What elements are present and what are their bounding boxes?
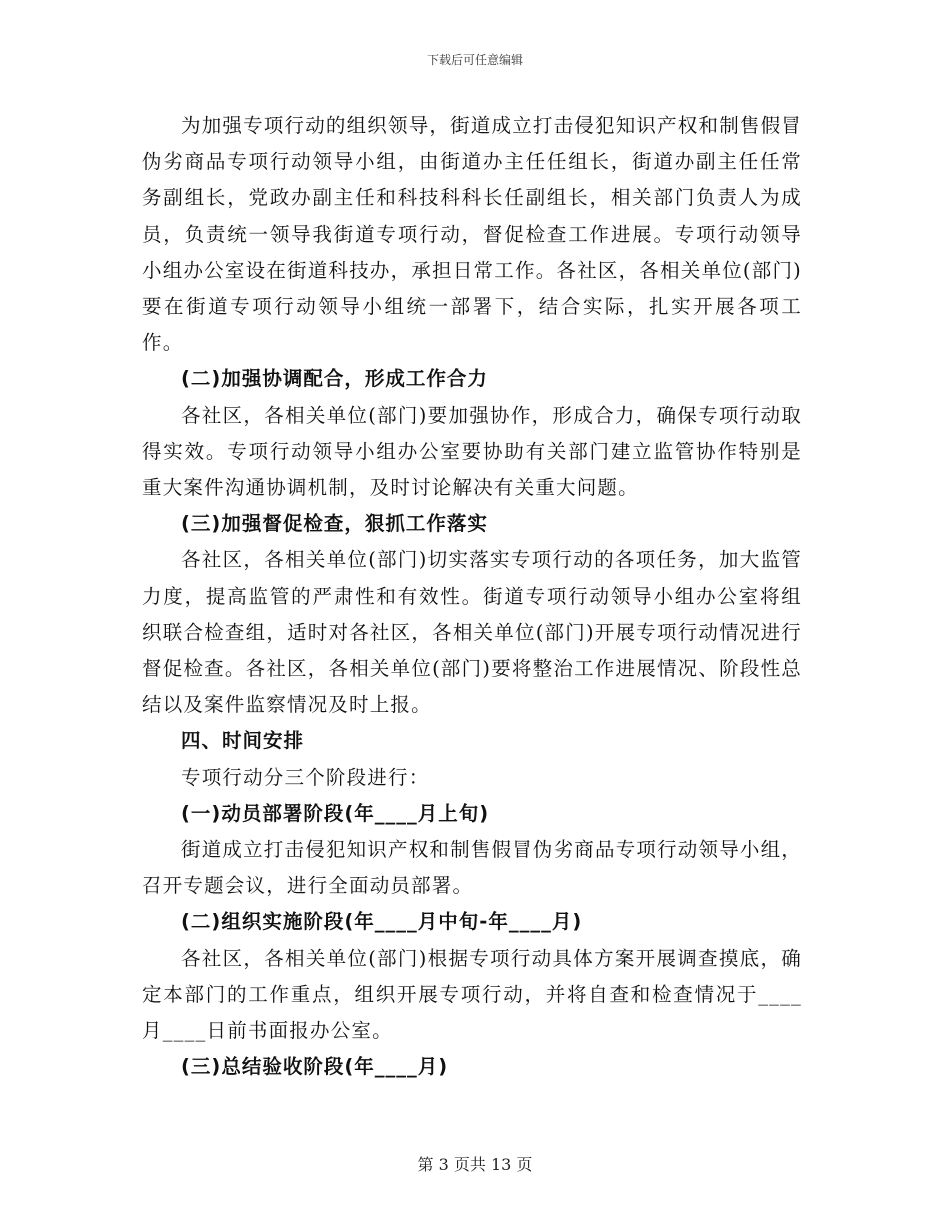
heading-schedule: 四、时间安排 [181, 729, 305, 753]
heading-phase-implementation: (二)组织实施阶段(年____月中旬-年____月) [181, 910, 583, 934]
paragraph-schedule-intro: 专项行动分三个阶段进行： [181, 765, 430, 789]
paragraph-phase-implementation: 各社区，各相关单位(部门)根据专项行动具体方案开展调查摸底，确定本部门的工作重点，组织开展专项行动，并将自查和检查情况于____月____日前书面报办公室。 [142, 946, 802, 1043]
paragraph-coordination: 各社区，各相关单位(部门)要加强协作，形成合力，确保专项行动取得实效。专项行动领导小组办公室要协助有关部门建立监管协作特别是重大案件沟通协调机制，及时讨论解决有关重大问题。 [142, 403, 802, 500]
heading-supervision: (三)加强督促检查，狠抓工作落实 [181, 512, 488, 536]
page-number: 第 3 页共 13 页 [417, 1155, 533, 1174]
paragraph-leadership: 为加强专项行动的组织领导，街道成立打击侵犯知识产权和制售假冒伪劣商品专项行动领导小组，由街道办主任任组长，街道办副主任任常务副组长，党政办副主任和科技科科长任副组长，相关部门负责人为成员，负责统一领导我街道专项行动，督促检查工作进展。专项行动领导小组办公室设在街道科技办，承担日常工作。各社区，各相关单位(部门)要在街道专项行动领导小组统一部署下，结合实际，扎实开展各项工作。 [142, 114, 803, 355]
paragraph-phase-mobilization: 街道成立打击侵犯知识产权和制售假冒伪劣商品专项行动领导小组，召开专题会议，进行全面动员部署。 [142, 838, 803, 898]
heading-phase-summary: (三)总结验收阶段(年____月) [181, 1055, 449, 1079]
paragraph-supervision: 各社区，各相关单位(部门)切实落实专项行动的各项任务，加大监管力度，提高监管的严肃性和有效性。街道专项行动领导小组办公室将组织联合检查组，适时对各社区，各相关单位(部门)开展专项行动情况进行督促检查。各社区，各相关单位(部门)要将整治工作进展情况、阶段性总结以及案件监察情况及时上报。 [142, 548, 802, 717]
heading-phase-mobilization: (一)动员部署阶段(年____月上旬) [181, 801, 490, 825]
page-header-note: 下载后可任意编辑 [426, 53, 523, 67]
heading-coordination: (二)加强协调配合，形成工作合力 [181, 367, 488, 391]
document-body [142, 108, 802, 1085]
